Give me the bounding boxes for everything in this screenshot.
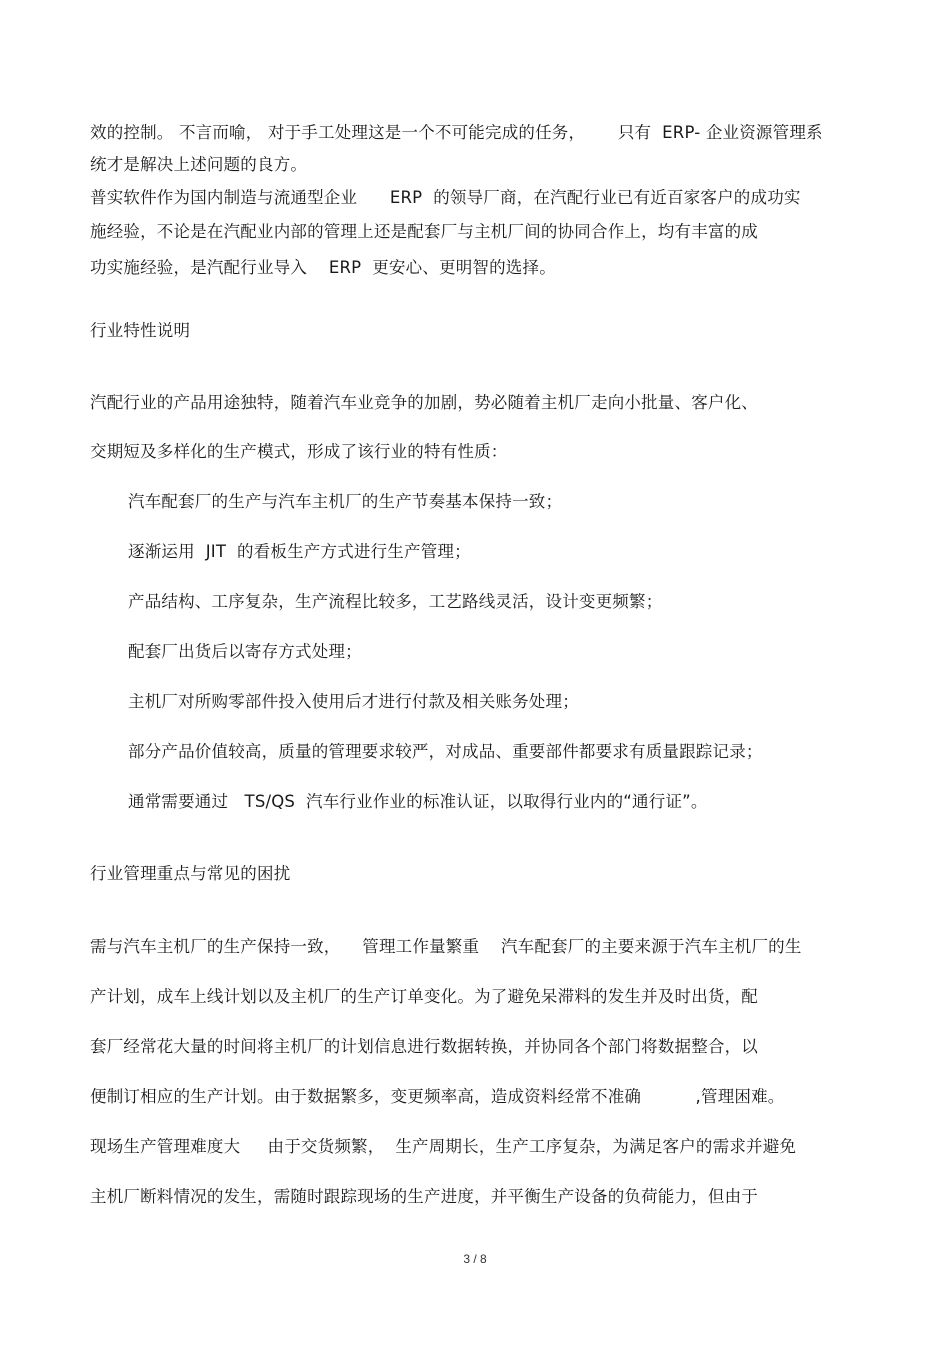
section-heading-industry-characteristics: 行业特性说明 <box>90 321 191 340</box>
list-item: 主机厂对所购零部件投入使用后才进行付款及相关账务处理； <box>128 692 579 711</box>
intro-line: 统才是解决上述问题的良方。 <box>90 155 308 174</box>
paragraph-line: 主机厂断料情况的发生，需随时跟踪现场的生产进度，并平衡生产设备的负荷能力，但由于 <box>90 1187 758 1206</box>
list-item: 部分产品价值较高，质量的管理要求较严，对成品、重要部件都要求有质量跟踪记录； <box>128 742 763 761</box>
paragraph-line: 产计划，成车上线计划以及主机厂的生产订单变化。为了避免呆滞料的发生并及时出货，配 <box>90 987 758 1006</box>
intro-line: 功实施经验，是汽配行业导入 ERP 更安心、更明智的选择。 <box>90 258 556 277</box>
paragraph-line: 便制订相应的生产计划。由于数据繁多，变更频率高，造成资料经常不准确 ,管理困难。 <box>90 1087 785 1106</box>
list-item: 产品结构、工序复杂，生产流程比较多，工艺路线灵活，设计变更频繁； <box>128 592 663 611</box>
intro-line: 效的控制。 不言而喻， 对于手工处理这是一个不可能完成的任务， 只有 ERP- 企业资源管理系 <box>90 123 823 142</box>
intro-line: 施经验，不论是在汽配业内部的管理上还是配套厂与主机厂间的协同合作上，均有丰富的成 <box>90 222 758 241</box>
paragraph-line: 现场生产管理难度大 由于交货频繁， 生产周期长，生产工序复杂，为满足客户的需求并避免 <box>90 1137 797 1156</box>
list-item: 配套厂出货后以寄存方式处理； <box>128 642 362 661</box>
section-heading-management-focus: 行业管理重点与常见的困扰 <box>90 864 291 883</box>
list-item: 逐渐运用 JIT 的看板生产方式进行生产管理； <box>128 542 471 561</box>
paragraph-line: 汽配行业的产品用途独特，随着汽车业竞争的加剧，势必随着主机厂走向小批量、客户化、 <box>90 393 758 412</box>
list-item: 汽车配套厂的生产与汽车主机厂的生产节奏基本保持一致； <box>128 492 563 511</box>
paragraph-line: 交期短及多样化的生产模式，形成了该行业的特有性质： <box>90 442 508 461</box>
list-item: 通常需要通过 TS/QS 汽车行业作业的标准认证，以取得行业内的“通行证”。 <box>128 792 708 811</box>
page-number: 3 / 8 <box>463 1252 487 1266</box>
paragraph-line: 需与汽车主机厂的生产保持一致， 管理工作量繁重 汽车配套厂的主要来源于汽车主机厂的生 <box>90 937 802 956</box>
intro-line: 普实软件作为国内制造与流通型企业 ERP 的领导厂商，在汽配行业已有近百家客户的成功实 <box>90 188 801 207</box>
paragraph-line: 套厂经常花大量的时间将主机厂的计划信息进行数据转换，并协同各个部门将数据整合，以 <box>90 1037 758 1056</box>
